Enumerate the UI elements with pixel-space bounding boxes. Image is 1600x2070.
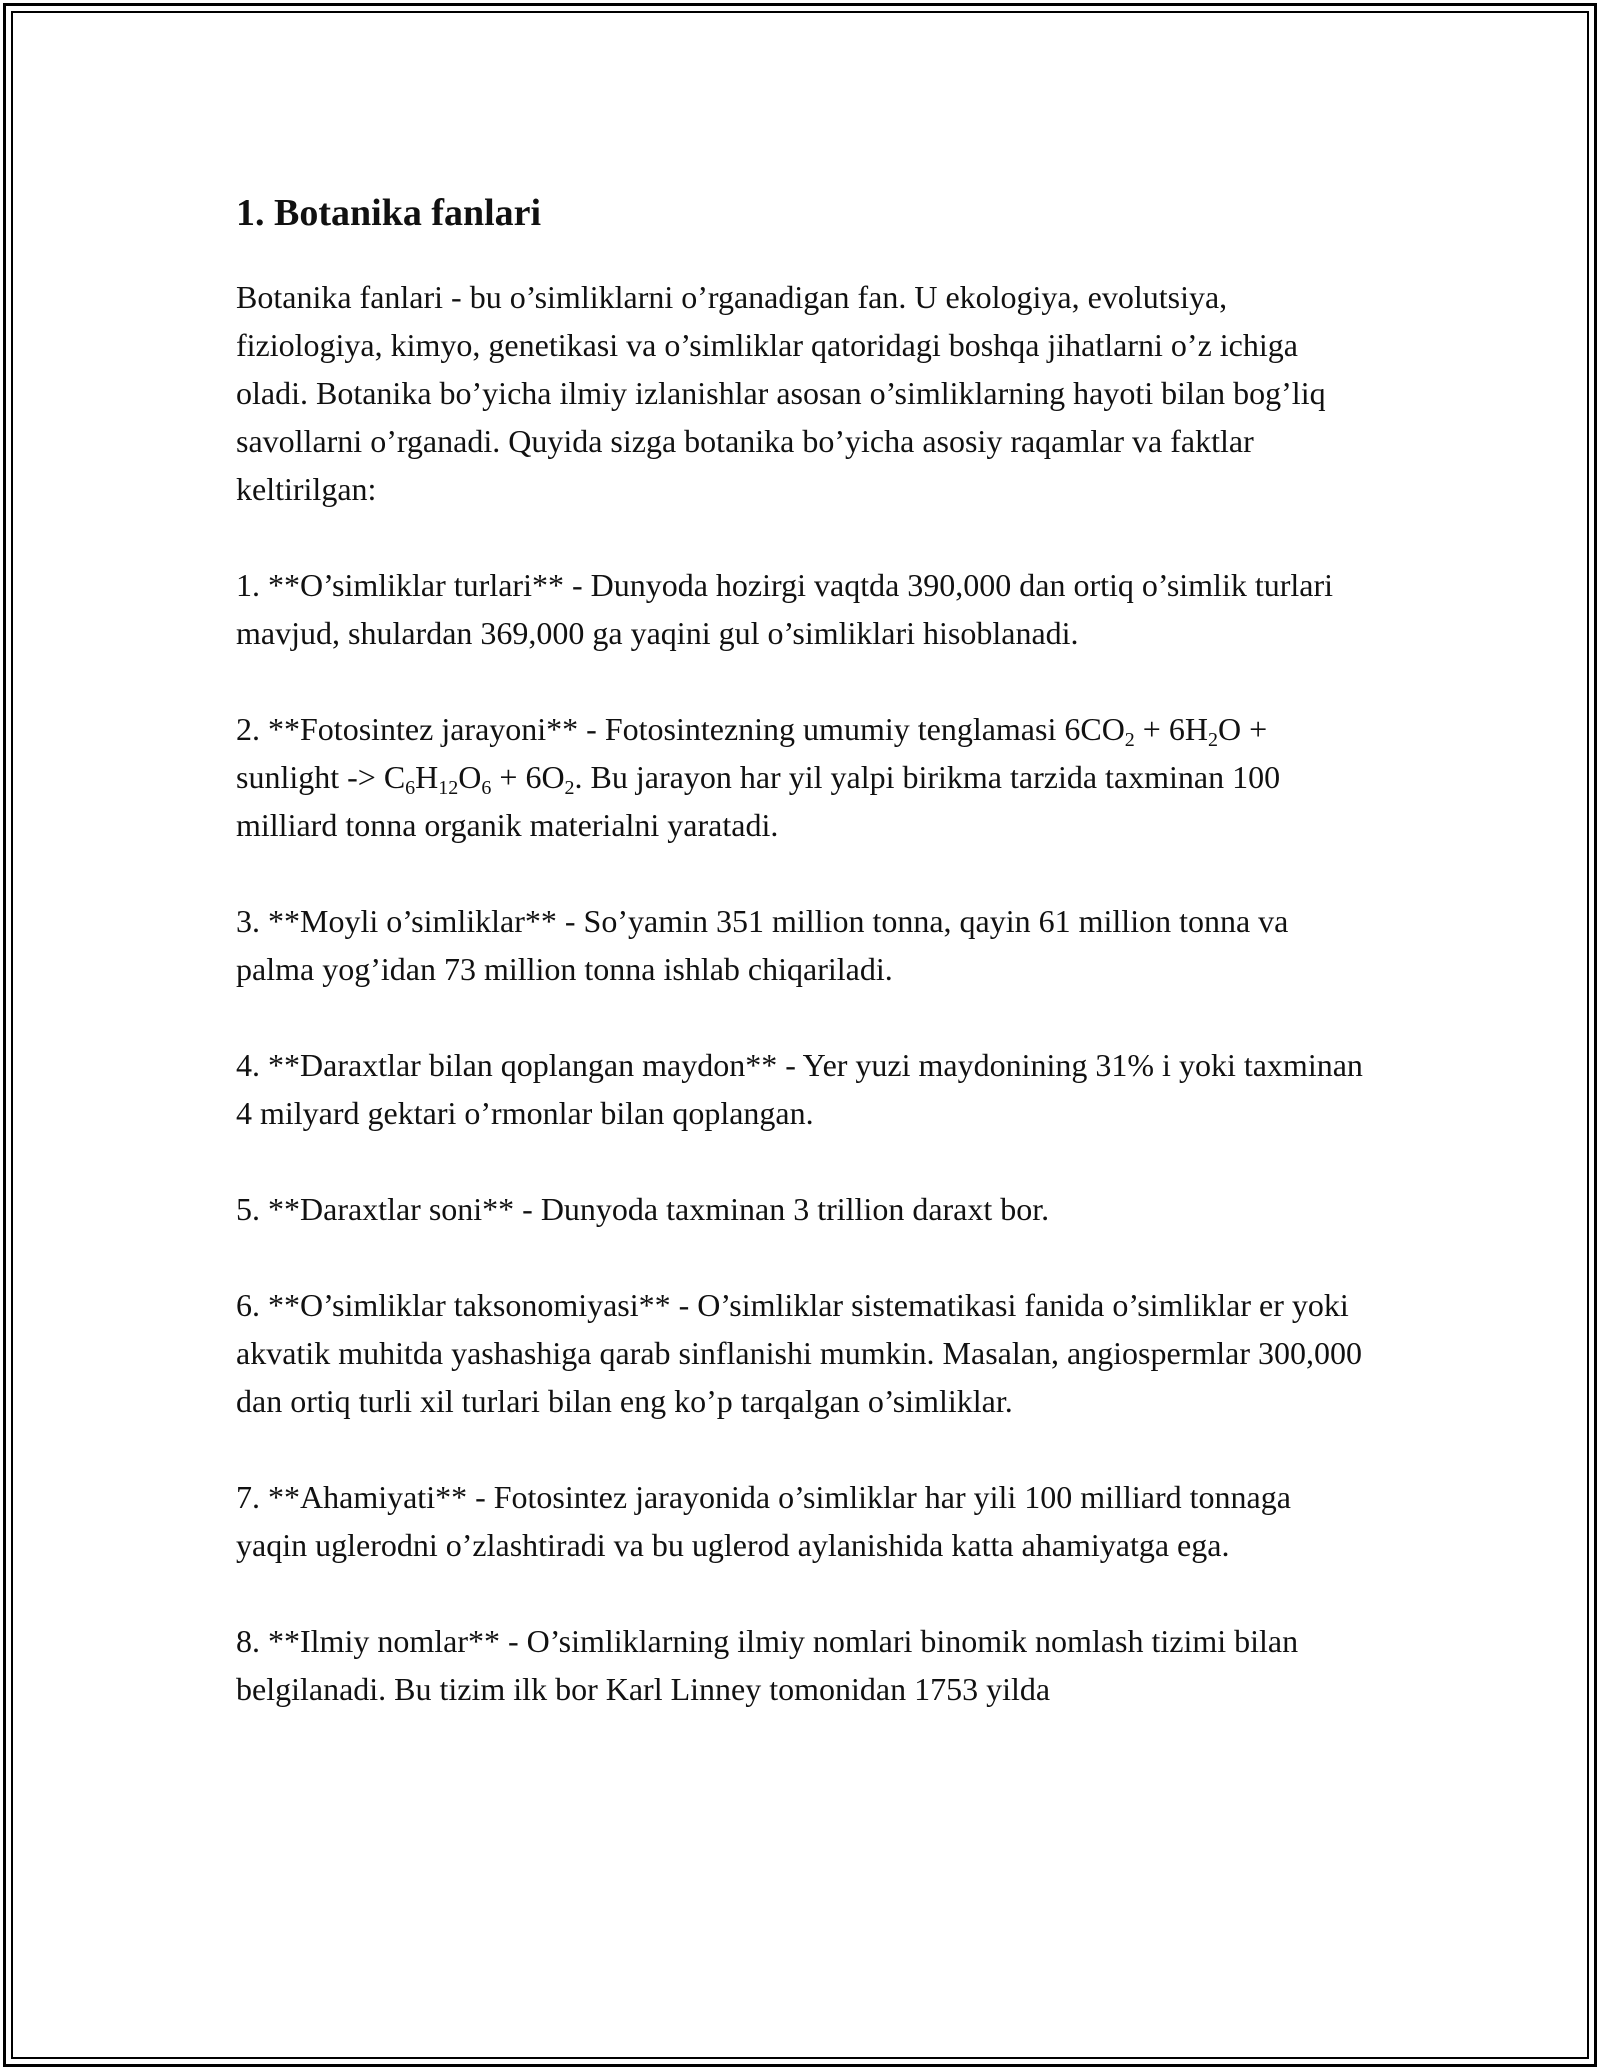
section-heading: 1. Botanika fanlari [236, 192, 542, 234]
list-item-importance: 7. **Ahamiyati** - Fotosintez jarayonida o’simliklar har yili 100 milliard tonnaga yaqin uglerodni o’zlashtiradi va bu uglerod aylanishida katta ahamiyatga ega. [236, 1479, 1291, 1563]
photosynthesis-text-end: . Bu jarayon har yil yalpi birikma tarzida taxminan 100 milliard tonna organik materialni yaratadi. [236, 759, 1281, 843]
list-item-oil-plants: 3. **Moyli o’simliklar** - So’yamin 351 million tonna, qayin 61 million tonna va palma yog’idan 73 million tonna ishlab chiqariladi. [236, 903, 1289, 987]
list-item-photosynthesis [236, 705, 1366, 849]
subscript: 2 [1207, 729, 1218, 751]
intro-paragraph: Botanika fanlari - bu o’simliklarni o’rganadigan fan. U ekologiya, evolutsiya, fiziologiya, kimyo, genetikasi va o’simliklar qatoridagi boshqa jihatlarni o’z ichiga oladi. Botanika bo’yicha ilmiy izlanishlar asosan o’simliklarning hayoti bilan bog’liq savollarni o’rganadi. Quyida sizga botanika bo’yicha asosiy raqamlar va faktlar keltirilgan: [236, 279, 1326, 507]
subscript: 6 [405, 777, 416, 799]
subscript: 2 [1124, 729, 1135, 751]
photosynthesis-text: H [415, 759, 439, 795]
subscript: 6 [481, 777, 492, 799]
photosynthesis-text-start: 2. **Fotosintez jarayoni** - Fotosintezning umumiy tenglamasi 6CO [236, 711, 1125, 747]
list-item-species: 1. **O’simliklar turlari** - Dunyoda hozirgi vaqtda 390,000 dan ortiq o’simlik turlari mavjud, shulardan 369,000 ga yaqini gul o’simliklari hisoblanadi. [236, 567, 1334, 651]
list-item-scientific-names: 8. **Ilmiy nomlar** - O’simliklarning ilmiy nomlari binomik nomlash tizimi bilan belgilanadi. Bu tizim ilk bor Karl Linney tomonidan 1753 yilda [236, 1623, 1299, 1707]
document-body [236, 185, 1366, 1761]
list-item-forest-area: 4. **Daraxtlar bilan qoplangan maydon** - Yer yuzi maydonining 31% i yoki taxminan 4 milyard gektari o’rmonlar bilan qoplangan. [236, 1047, 1363, 1131]
list-item-taxonomy: 6. **O’simliklar taksonomiyasi** - O’simliklar sistematikasi fanida o’simliklar er yoki akvatik muhitda yashashiga qarab sinflanishi mumkin. Masalan, angiospermlar 300,000 dan ortiq turli xil turlari bilan eng ko’p tarqalgan o’simliklar. [236, 1287, 1362, 1419]
subscript: 12 [438, 777, 459, 799]
photosynthesis-text: O + sunlight -> C [236, 711, 1268, 795]
photosynthesis-text: O [458, 759, 482, 795]
photosynthesis-text: + 6O [491, 759, 565, 795]
photosynthesis-text: + 6H [1134, 711, 1208, 747]
subscript: 2 [564, 777, 575, 799]
list-item-tree-count: 5. **Daraxtlar soni** - Dunyoda taxminan 3 trillion daraxt bor. [236, 1191, 1050, 1227]
